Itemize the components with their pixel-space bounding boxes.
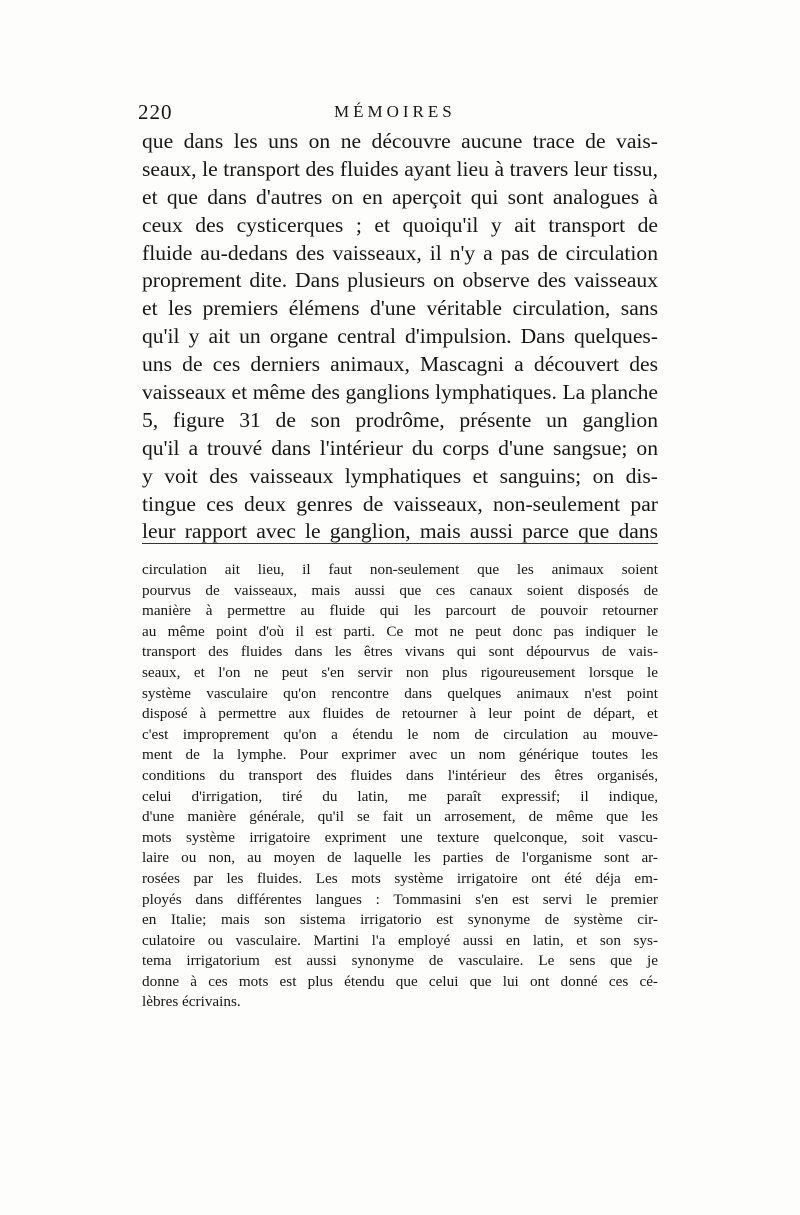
footnote-line: lèbres écrivains.	[142, 993, 241, 1011]
footnote-line: ment de la lymphe. Pour exprimer avec un nom générique toutes les	[142, 746, 658, 764]
main-text-line: qu'il a trouvé dans l'intérieur du corps d'une sangsue; on	[142, 435, 658, 460]
footnote-line: manière à permettre au fluide qui les parcourt de pouvoir retourner	[142, 602, 658, 620]
main-text-line: tingue ces deux genres de vaisseaux, non-seulement par	[142, 491, 658, 516]
footnote-line: mots système irrigatoire expriment une texture quelconque, soit vascu-	[142, 828, 658, 846]
page-header	[138, 100, 658, 126]
footnote-line: circulation ait lieu, il faut non-seulement que les animaux soient	[142, 561, 658, 578]
footnote-line: d'une manière générale, qu'il se fait un arrosement, de même que les	[142, 808, 658, 826]
footnote-line: culatoire ou vasculaire. Martini l'a employé aussi en latin, et son sys-	[142, 931, 658, 949]
footnote-line: disposé à permettre aux fluides de retourner à leur point de départ, et	[142, 705, 658, 723]
main-text-line: vaisseaux et même des ganglions lymphatiques. La planche	[142, 380, 658, 405]
page-number: 220	[138, 100, 173, 124]
footnote-line: c'est improprement qu'on a étendu le nom de circulation au mouve-	[142, 725, 658, 743]
main-text-line: et les premiers élémens d'une véritable circulation, sans	[142, 296, 658, 321]
main-text-block	[142, 128, 658, 546]
footnote-line: au même point d'où il est parti. Ce mot ne peut donc pas indiquer le	[142, 622, 658, 640]
main-text-line: uns de ces derniers animaux, Mascagni a découvert des	[142, 352, 658, 377]
footnote-line: laire ou non, au moyen de laquelle les parties de l'organisme sont ar-	[142, 849, 658, 867]
main-text-line: leur rapport avec le ganglion, mais aussi parce que dans	[142, 519, 658, 544]
main-text-line: proprement dite. Dans plusieurs on observe des vaisseaux	[142, 268, 658, 293]
footnote-line: pourvus de vaisseaux, mais aussi que ces canaux soient disposés de	[142, 581, 658, 599]
main-text-line: que dans les uns on ne découvre aucune trace de vais-	[142, 129, 658, 153]
running-head: MÉMOIRES	[334, 102, 456, 121]
footnote-line: conditions du transport des fluides dans l'intérieur des êtres organisés,	[142, 766, 658, 784]
main-text-line: y voit des vaisseaux lymphatiques et sanguins; on dis-	[142, 463, 658, 488]
footnote-line: tema irrigatorium est aussi synonyme de vasculaire. Le sens que je	[142, 952, 658, 970]
footnote-line: donne à ces mots est plus étendu que celui que lui ont donné ces cé-	[142, 972, 658, 990]
footnote-line: seaux, et l'on ne peut s'en servir non plus rigoureusement lorsque le	[142, 663, 658, 681]
footnote-line: celui d'irrigation, tiré du latin, me paraît expressif; il indique,	[142, 787, 658, 805]
main-text-line: ceux des cysticerques ; et quoiqu'il y ait transport de	[142, 212, 658, 237]
footnote-line: en Italie; mais son sistema irrigatorio est synonyme de système cir-	[142, 911, 658, 929]
footnote-line: transport des fluides dans les êtres vivans qui sont dépourvus de vais-	[142, 643, 658, 661]
main-text-line: qu'il y ait un organe central d'impulsion. Dans quelques-	[142, 324, 658, 349]
footnote-line: ployés dans différentes langues : Tommasini s'en est servi le premier	[142, 890, 658, 908]
footnote-line: rosées par les fluides. Les mots système irrigatoire ont été déja em-	[142, 869, 658, 887]
footnote-block	[142, 560, 658, 1013]
main-text-line: 5, figure 31 de son prodrôme, présente un ganglion	[142, 407, 658, 432]
main-text-line: seaux, le transport des fluides ayant lieu à travers leur tissu,	[142, 156, 658, 181]
footnote-separator-rule	[142, 543, 658, 544]
main-text-line: fluide au-dedans des vaisseaux, il n'y a pas de circulation	[142, 240, 658, 265]
footnote-line: système vasculaire qu'on rencontre dans quelques animaux n'est point	[142, 684, 658, 702]
main-text-line: et que dans d'autres on en aperçoit qui sont analogues à	[142, 184, 658, 209]
